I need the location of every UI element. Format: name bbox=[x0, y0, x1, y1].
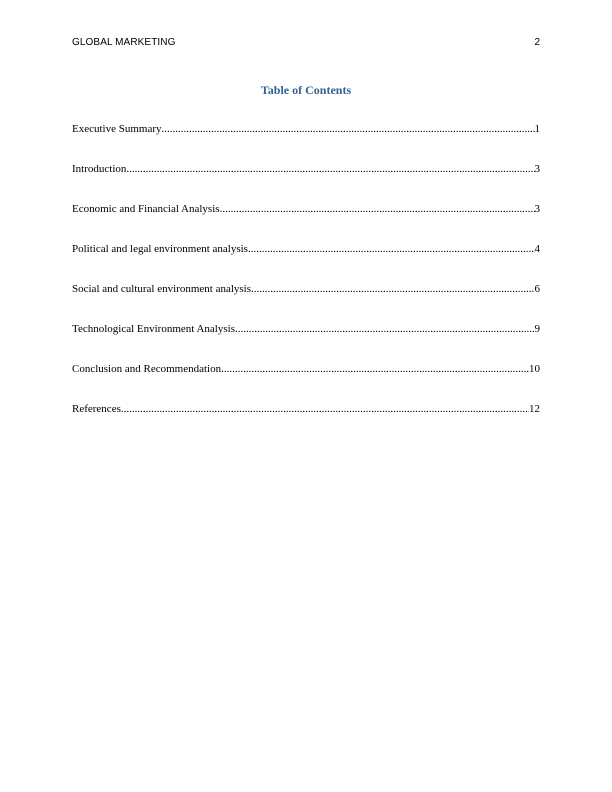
toc-dot-leader bbox=[121, 403, 529, 415]
toc-dot-leader bbox=[220, 203, 535, 215]
toc-dot-leader bbox=[248, 243, 535, 255]
toc-heading: Table of Contents bbox=[260, 83, 352, 97]
toc-entry-label: Conclusion and Recommendation bbox=[72, 363, 222, 375]
toc-dot-leader bbox=[162, 123, 535, 135]
toc-dot-leader bbox=[251, 283, 534, 295]
toc-entry-label: Executive Summary bbox=[72, 123, 162, 135]
toc-entry-executive-summary[interactable] bbox=[72, 123, 540, 163]
running-header-title: GLOBAL MARKETING bbox=[72, 37, 176, 48]
toc-entry-label: Introduction bbox=[72, 163, 127, 175]
toc-entry-technological-analysis[interactable] bbox=[72, 323, 540, 363]
toc-entry-economic-financial-analysis[interactable] bbox=[72, 203, 540, 243]
toc-entry-page: 1 bbox=[534, 123, 540, 135]
toc-entry-label: Economic and Financial Analysis bbox=[72, 203, 220, 215]
header-page-number: 2 bbox=[534, 37, 540, 48]
toc-entry-page: 10 bbox=[529, 363, 540, 375]
toc-entry-page: 4 bbox=[534, 243, 540, 255]
toc-entry-page: 3 bbox=[534, 163, 540, 175]
table-of-contents bbox=[72, 123, 540, 443]
toc-entry-label: References bbox=[72, 403, 121, 415]
toc-entry-introduction[interactable] bbox=[72, 163, 540, 203]
toc-entry-conclusion-recommendation[interactable] bbox=[72, 363, 540, 403]
toc-dot-leader bbox=[221, 363, 529, 375]
toc-dot-leader bbox=[235, 323, 535, 335]
toc-entry-social-cultural-analysis[interactable] bbox=[72, 283, 540, 323]
toc-entry-label: Political and legal environment analysis bbox=[72, 243, 248, 255]
toc-entry-page: 9 bbox=[534, 323, 540, 335]
toc-dot-leader bbox=[126, 163, 534, 175]
running-header bbox=[72, 37, 540, 51]
toc-entry-page: 12 bbox=[529, 403, 540, 415]
toc-entry-references[interactable] bbox=[72, 403, 540, 443]
toc-entry-page: 3 bbox=[534, 203, 540, 215]
toc-entry-label: Social and cultural environment analysis bbox=[72, 283, 252, 295]
toc-entry-label: Technological Environment Analysis bbox=[72, 323, 235, 335]
toc-entry-political-legal-analysis[interactable] bbox=[72, 243, 540, 283]
toc-entry-page: 6 bbox=[534, 283, 540, 295]
